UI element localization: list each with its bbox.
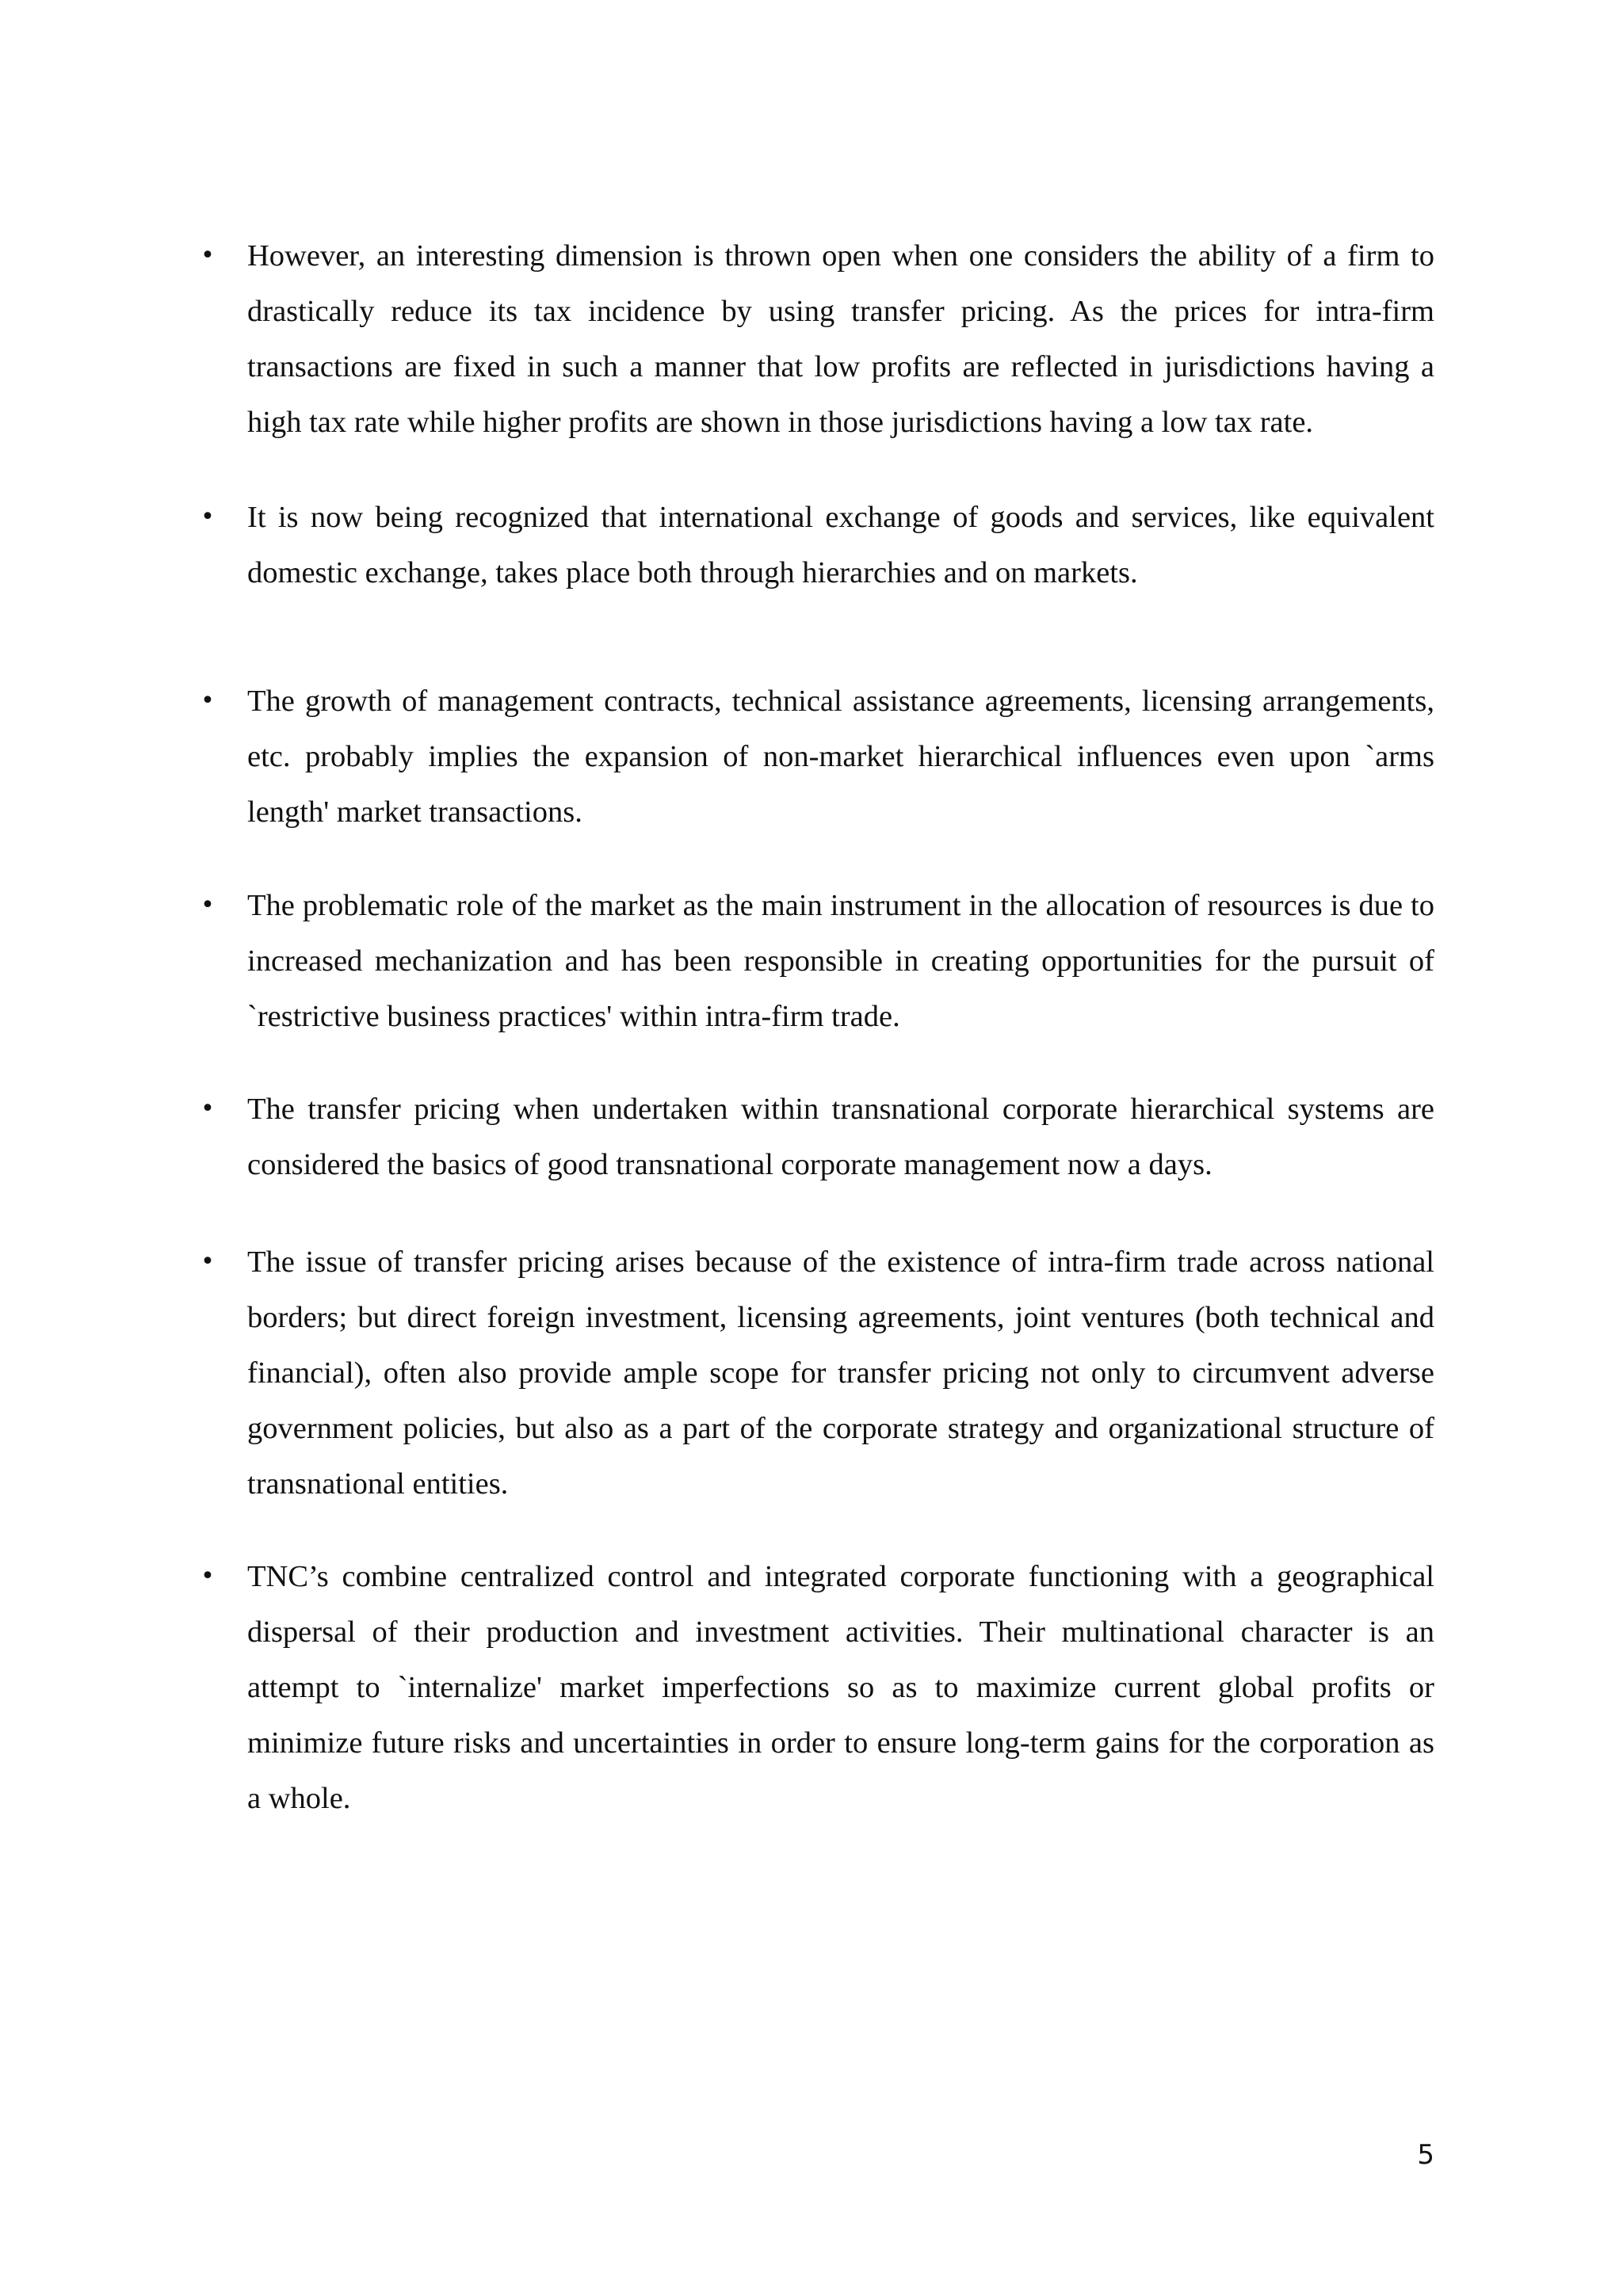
list-item xyxy=(200,1549,1434,1826)
list-item xyxy=(200,878,1434,1044)
bullet-icon: • xyxy=(200,1095,215,1123)
paragraph-text: TNC’s combine centralized control and integrated corporate functioning with a geographical dispersal of their production and investment activities. Their multinational character is an attempt to `internalize' market imperfections so as to maximize current global profits or minimize future risks and uncertainties in order to ensure long-term gains for the corporation as a whole. xyxy=(247,1560,1434,1815)
list-item xyxy=(200,1081,1434,1192)
paragraph-text: It is now being recognized that international exchange of goods and services, like equivalent domestic exchange, takes place both through hierarchies and on markets. xyxy=(247,501,1434,589)
bullet-icon: • xyxy=(200,242,215,269)
bullet-icon: • xyxy=(200,687,215,715)
paragraph-text: The growth of management contracts, technical assistance agreements, licensing arrangements, etc. probably implies the expansion of non-market hierarchical influences even upon `arms length' market transactions. xyxy=(247,685,1434,829)
paragraph-text: The issue of transfer pricing arises because of the existence of intra-firm trade across national borders; but direct foreign investment, licensing agreements, joint ventures (both technical and financial), often also provide ample scope for transfer pricing not only to circumvent adverse government policies, but also as a part of the corporate strategy and organizational structure of transnational entities. xyxy=(247,1245,1434,1501)
bullet-icon: • xyxy=(200,1562,215,1590)
list-item xyxy=(200,490,1434,601)
bullet-icon: • xyxy=(200,1248,215,1276)
list-item xyxy=(200,673,1434,840)
list-item xyxy=(200,1234,1434,1512)
bullet-icon: • xyxy=(200,503,215,531)
paragraph-text: The problematic role of the market as the main instrument in the allocation of resources is due to increased mechanization and has been responsible in creating opportunities for the pursuit of `restrictive business practices' within intra-firm trade. xyxy=(247,889,1434,1033)
paragraph-text: However, an interesting dimension is thrown open when one considers the ability of a firm to drastically reduce its tax incidence by using transfer pricing. As the prices for intra-firm transactions are fixed in such a manner that low profits are reflected in jurisdictions having a high tax rate while higher profits are shown in those jurisdictions having a low tax rate. xyxy=(247,239,1434,439)
page-number: 5 xyxy=(1417,2139,1434,2171)
list-item xyxy=(200,228,1434,450)
bullet-icon: • xyxy=(200,891,215,919)
paragraph-text: The transfer pricing when undertaken within transnational corporate hierarchical systems are considered the basics of good transnational corporate management now a days. xyxy=(247,1093,1434,1181)
